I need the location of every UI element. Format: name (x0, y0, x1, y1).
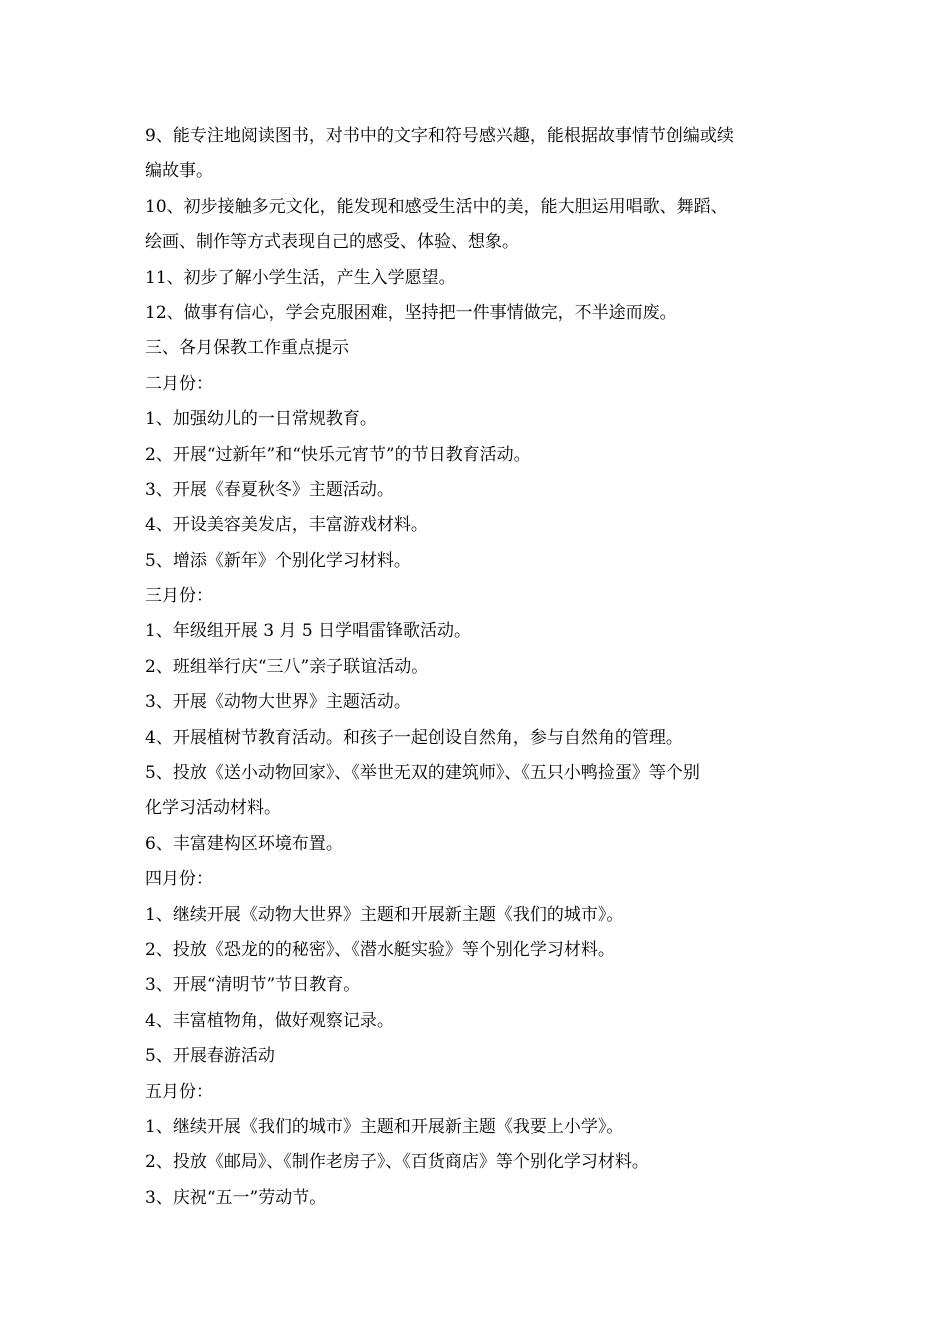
list-item: 5、投放《送小动物回家》、《举世无双的建筑师》、《五只小鸭捡蛋》等个别 (145, 763, 700, 784)
list-item: 4、开设美容美发店，丰富游戏材料。 (145, 515, 428, 536)
list-item: 4、开展植树节教育活动。和孩子一起创设自然角，参与自然角的管理。 (145, 727, 683, 748)
text-line: 11、初步了解小学生活，产生入学愿望。 (145, 267, 456, 288)
list-item: 1、加强幼儿的一日常规教育。 (145, 409, 377, 430)
month-heading: 四月份： (145, 869, 213, 890)
document-body (145, 119, 817, 1216)
list-item: 1、继续开展《我们的城市》主题和开展新主题《我要上小学》。 (145, 1116, 624, 1137)
list-item: 1、继续开展《动物大世界》主题和开展新主题《我们的城市》。 (145, 904, 624, 925)
list-item: 6、丰富建构区环境布置。 (145, 833, 343, 854)
text-line: 9、能专注地阅读图书，对书中的文字和符号感兴趣，能根据故事情节创编或续 (145, 126, 734, 146)
list-item: 2、班组举行庆“三八”亲子联谊活动。 (145, 656, 429, 677)
list-item: 3、开展“清明节”节日教育。 (145, 975, 361, 996)
list-item: 5、开展春游活动 (145, 1046, 275, 1067)
section-heading: 三、各月保教工作重点提示 (145, 338, 349, 359)
list-item: 3、开展《春夏秋冬》主题活动。 (145, 479, 394, 500)
list-item-continued: 化学习活动材料。 (145, 798, 281, 819)
list-item: 3、庆祝“五一”劳动节。 (145, 1187, 327, 1208)
list-item: 4、丰富植物角，做好观察记录。 (145, 1010, 394, 1031)
list-item: 3、开展《动物大世界》主题活动。 (145, 692, 411, 713)
text-line: 12、做事有信心，学会克服困难，坚持把一件事情做完，不半途而废。 (145, 302, 677, 323)
list-item: 2、投放《邮局》、《制作老房子》、《百货商店》等个别化学习材料。 (145, 1152, 649, 1173)
list-item: 2、开展“过新年”和“快乐元宵节”的节日教育活动。 (145, 444, 531, 465)
month-heading: 二月份： (145, 373, 213, 394)
text-line: 编故事。 (145, 161, 213, 182)
list-item: 1、年级组开展 3 月 5 日学唱雷锋歌活动。 (145, 621, 472, 642)
month-heading: 三月份： (145, 586, 213, 607)
text-line: 绘画、制作等方式表现自己的感受、体验、想象。 (145, 232, 519, 253)
list-item: 2、投放《恐龙的的秘密》、《潜水艇实验》等个别化学习材料。 (145, 939, 615, 960)
text-line: 10、初步接触多元文化，能发现和感受生活中的美，能大胆运用唱歌、舞蹈、 (145, 196, 728, 217)
list-item: 5、增添《新年》个别化学习材料。 (145, 550, 411, 571)
month-heading: 五月份： (145, 1081, 213, 1102)
